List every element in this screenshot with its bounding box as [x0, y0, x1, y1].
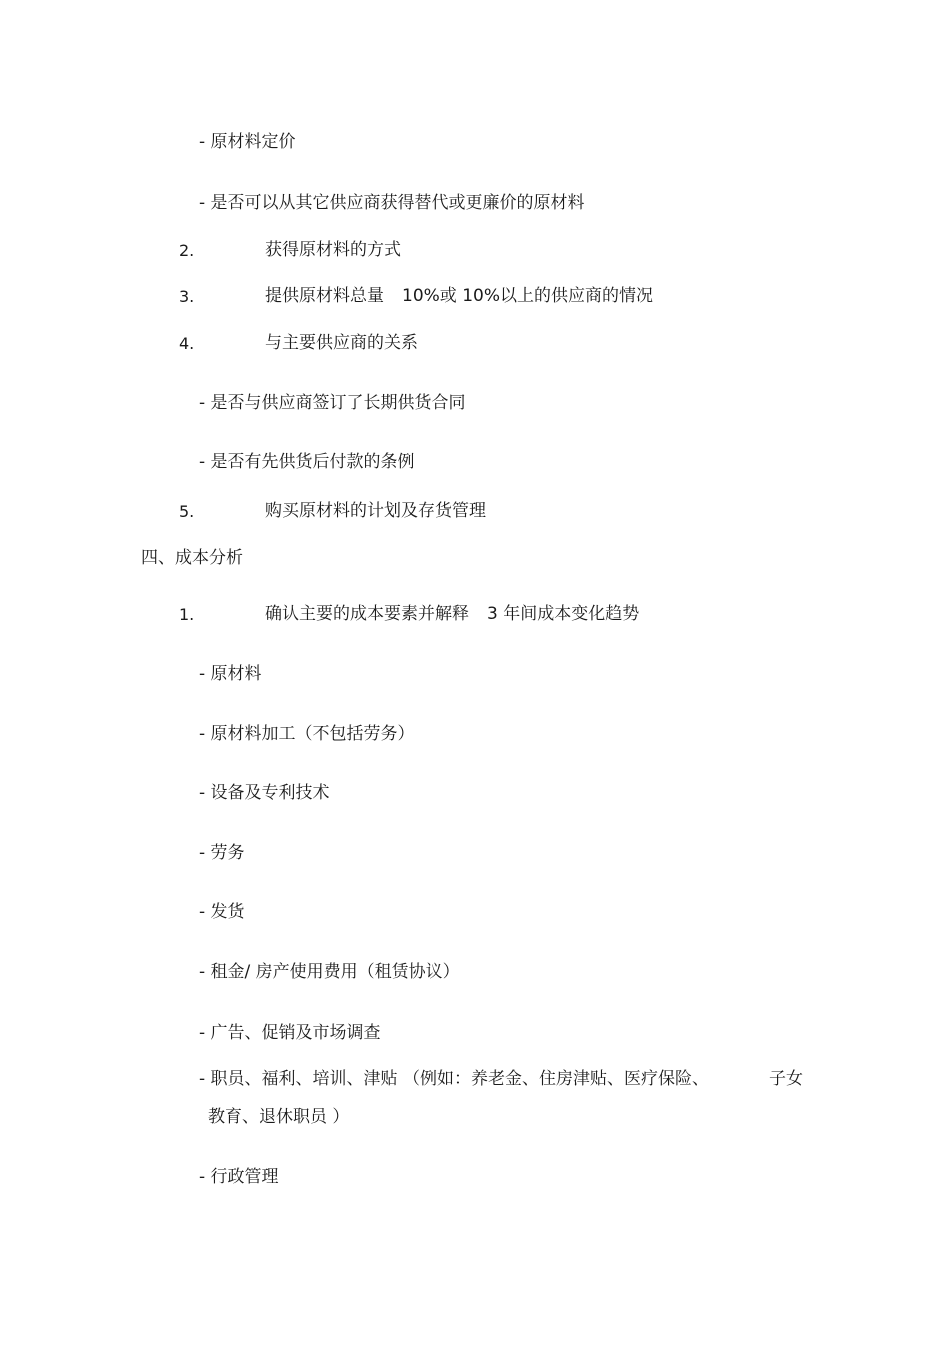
- item-text-1-a: 确认主要的成本要素并解释: [265, 604, 469, 624]
- item-number-5: 5.: [179, 502, 195, 521]
- item-text-3-b: 10%或 10%以上的供应商的情况: [402, 286, 653, 306]
- section-title-cost-analysis: 四、成本分析: [141, 548, 243, 568]
- cost-bullet-equipment: - 设备及专利技术: [199, 783, 330, 803]
- bullet-raw-material-pricing: - 原材料定价: [199, 132, 296, 152]
- cost-bullet-labor: - 劳务: [199, 843, 245, 863]
- cost-bullet-staff-continued: 教育、退休职员 ）: [208, 1107, 350, 1127]
- item-text-3-a: 提供原材料总量: [265, 286, 384, 306]
- item-number-1: 1.: [179, 605, 195, 624]
- item-number-3: 3.: [179, 287, 195, 306]
- cost-bullet-staff-tail: 子女: [769, 1069, 803, 1089]
- item-number-2: 2.: [179, 241, 195, 260]
- item-text-3: [265, 285, 653, 307]
- bullet-deferred-payment: - 是否有先供货后付款的条例: [199, 452, 415, 472]
- item-text-2: 获得原材料的方式: [265, 240, 401, 260]
- cost-bullet-administration: - 行政管理: [199, 1167, 279, 1187]
- cost-bullet-shipping: - 发货: [199, 902, 245, 922]
- item-text-1-b: 3 年间成本变化趋势: [487, 604, 640, 624]
- bullet-long-term-contract: - 是否与供应商签订了长期供货合同: [199, 393, 466, 413]
- cost-bullet-advertising: - 广告、促销及市场调查: [199, 1023, 381, 1043]
- cost-bullet-raw-material: - 原材料: [199, 664, 262, 684]
- item-text-1: [265, 603, 639, 625]
- cost-bullet-rent: - 租金/ 房产使用费用（租赁协议）: [199, 962, 460, 982]
- item-number-4: 4.: [179, 334, 195, 353]
- bullet-alternative-suppliers: - 是否可以从其它供应商获得替代或更廉价的原材料: [199, 193, 585, 213]
- cost-bullet-processing: - 原材料加工（不包括劳务）: [199, 724, 415, 744]
- item-text-4: 与主要供应商的关系: [265, 333, 418, 353]
- cost-bullet-staff: - 职员、福利、培训、津贴 （例如：养老金、住房津贴、医疗保险、: [199, 1069, 709, 1089]
- item-text-5: 购买原材料的计划及存货管理: [265, 501, 486, 521]
